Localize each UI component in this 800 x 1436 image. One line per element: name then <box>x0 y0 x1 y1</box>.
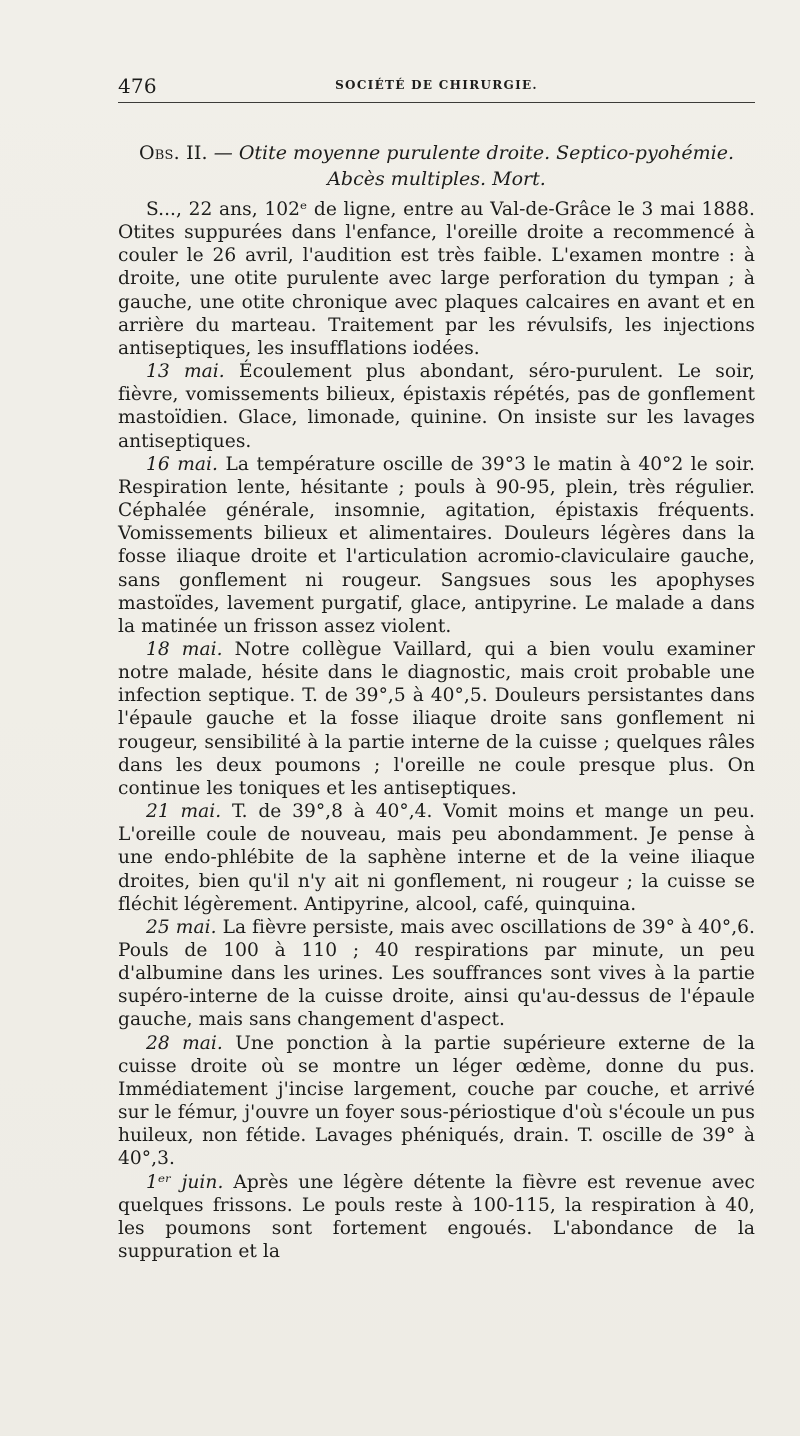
running-title: SOCIÉTÉ DE CHIRURGIE. <box>335 78 538 92</box>
paragraph-7-text: Une ponction à la partie supérieure externe de la cuisse droite où se montre un léger œdème, donne du pus. Immédiatement j'incise largement, couche par couche, et arrivé sur le fémur, j'ouvre un foyer sous-périostique d'où s'écoule un pus huileux, non fétide. Lavages phéniqués, drain. T. oscille de 39° à 40°,3. <box>118 1032 755 1170</box>
observation-title <box>118 140 755 192</box>
paragraph-6-text: La fièvre persiste, mais avec oscillations de 39° à 40°,6. Pouls de 100 à 110 ; 40 respirations par minute, un peu d'albumine dans les urines. Les souffrances sont vives à la partie supéro-interne de la cuisse droite, ainsi qu'au-dessus de l'épaule gauche, mais sans changement d'aspect. <box>118 916 756 1031</box>
title-line-2: Abcès multiples. Mort. <box>327 168 546 190</box>
paragraph-3 <box>118 453 755 638</box>
paragraph-2 <box>118 360 755 453</box>
body-text <box>118 198 755 1263</box>
page-header <box>118 72 755 106</box>
title-line-1-text: — Otite moyenne purulente droite. Septico-pyohémie. <box>207 142 734 164</box>
paragraph-4 <box>118 638 755 800</box>
paragraph-8-text: Après une légère détente la fièvre est revenue avec quelques frissons. Le pouls reste à 100-115, la respiration à 40, les poumons sont fortement engoués. L'abondance de la suppuration et la <box>118 1171 755 1263</box>
paragraph-7-date: 28 mai. <box>146 1032 223 1054</box>
paragraph-8 <box>118 1171 755 1264</box>
paragraph-8-date: 1ᵉʳ juin. <box>146 1171 224 1193</box>
paragraph-2-text: Écoulement plus abondant, séro-purulent. Le soir, fièvre, vomissements bilieux, épistaxis répétés, pas de gonflement mastoïdien. Glace, limonade, quinine. On insiste sur les lavages antiseptiques. <box>118 361 755 452</box>
paragraph-4-text: Notre collègue Vaillard, qui a bien voulu examiner notre malade, hésite dans le diagnostic, mais croit probable une infection septique. T. de 39°,5 à 40°,5. Douleurs persistantes dans l'épaule gauche et la fosse iliaque droite sans gonflement ni rougeur, sensibilité à la partie interne de la cuisse ; quelques râles dans les deux poumons ; l'oreille ne coule presque plus. On continue les toniques et les antiseptiques. <box>118 638 755 799</box>
paragraph-7 <box>118 1032 755 1171</box>
paragraph-3-date: 16 mai. <box>146 453 218 475</box>
paragraph-5-date: 21 mai. <box>146 801 222 823</box>
paragraph-6-date: 25 mai. <box>146 916 217 938</box>
paragraph-3-text: La température oscille de 39°3 le matin à 40°2 le soir. Respiration lente, hésitante ; pouls à 90-95, plein, très régulier. Céphalée générale, insomnie, agitation, épistaxis fréquents. Vomissements bilieux et alimentaires. Douleurs légères dans la fosse iliaque droite et l'articulation acromio-claviculaire gauche, sans gonflement ni rougeur. Sangsues sous les apophyses mastoïdes, lavement purgatif, glace, antipyrine. Le malade a dans la matinée un frisson assez violent. <box>118 453 755 637</box>
header-rule <box>118 102 755 103</box>
paragraph-6 <box>118 916 755 1032</box>
title-line-1 <box>118 140 755 166</box>
paragraph-5-text: T. de 39°,8 à 40°,4. Vomit moins et mange un peu. L'oreille coule de nouveau, mais peu abondamment. Je pense à une endo-phlébite de la saphène interne et de la veine iliaque droites, bien qu'il n'y ait ni gonflement, ni rougeur ; la cuisse se fléchit légèrement. Antipyrine, alcool, café, quinquina. <box>118 801 755 915</box>
paragraph-1 <box>118 198 755 360</box>
paragraph-1-text: S..., 22 ans, 102ᵉ de ligne, entre au Val-de-Grâce le 3 mai 1888. Otites suppurées dans l'enfance, l'oreille droite a recommencé à couler le 26 avril, l'audition est très faible. L'examen montre : à droite, une otite purulente avec large perforation du tympan ; à gauche, une otite chronique avec plaques calcaires en avant et en arrière du marteau. Traitement par les révulsifs, les injections antiseptiques, les insufflations iodées. <box>118 199 755 359</box>
page-number: 476 <box>118 74 157 98</box>
paragraph-4-date: 18 mai. <box>146 638 223 660</box>
observation-label: Obs. II. <box>139 142 208 164</box>
paragraph-2-date: 13 mai. <box>146 361 225 383</box>
paragraph-5 <box>118 800 755 916</box>
